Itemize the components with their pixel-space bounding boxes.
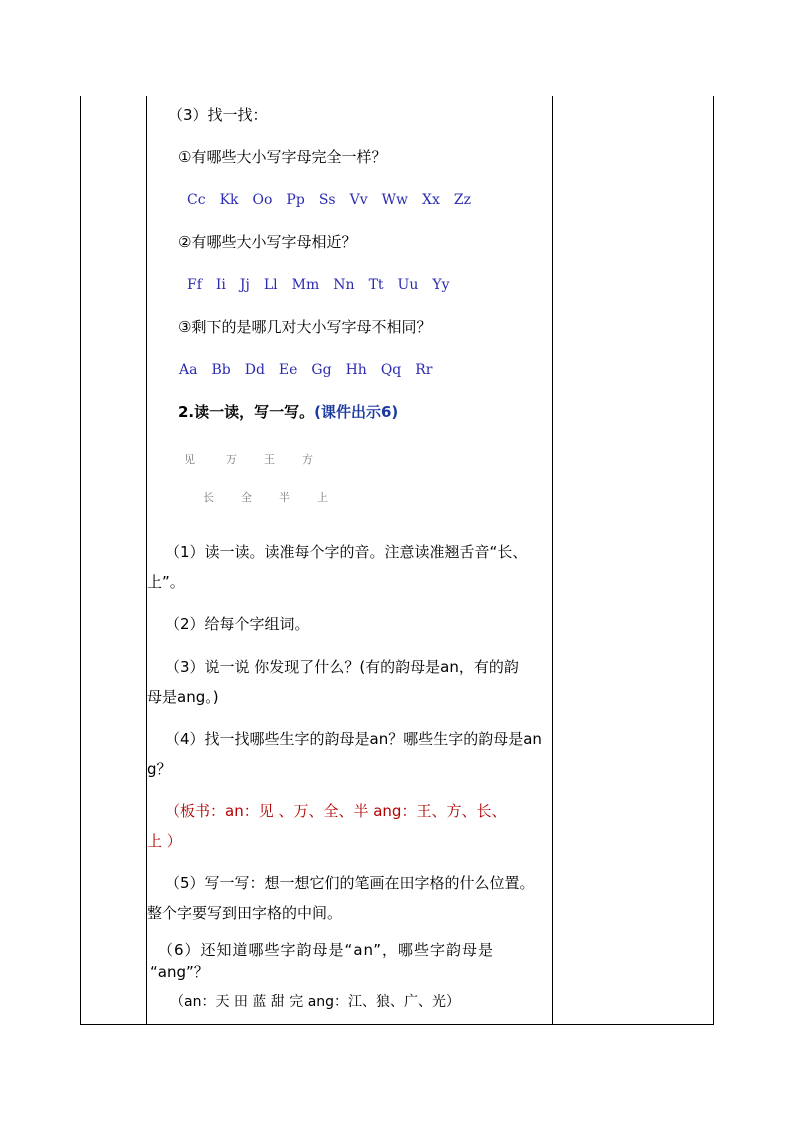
characters-row-2 xyxy=(203,489,328,505)
letter-pair: Oo xyxy=(252,192,273,208)
letter-pair: Ee xyxy=(278,362,298,378)
part2-heading-main: 2.读一读，写一写。 xyxy=(178,403,315,421)
character: 王 xyxy=(264,453,275,466)
step1-line2: 上”。 xyxy=(147,573,185,591)
characters-row-1 xyxy=(184,451,313,467)
letter-pair: Tt xyxy=(368,277,384,293)
character: 万 xyxy=(226,453,237,466)
letter-pair: Qq xyxy=(380,362,402,378)
character: 长 xyxy=(203,491,214,504)
step1-line1: （1）读一读。读准每个字的音。注意读准翘舌音“长、 xyxy=(165,543,528,561)
step5-line2: 整个字要写到田字格的中间。 xyxy=(147,904,343,922)
step2: （2）给每个字组词。 xyxy=(165,615,310,633)
letter-pair: Ll xyxy=(263,277,278,293)
letter-pair: Ss xyxy=(318,192,336,208)
letter-pair: Ww xyxy=(381,192,408,208)
letter-pair: Ff xyxy=(187,277,202,293)
letter-pair: Yy xyxy=(432,277,450,293)
letter-pair: Zz xyxy=(453,192,471,208)
letter-pair: Cc xyxy=(187,192,206,208)
character: 半 xyxy=(279,491,290,504)
table-left-border xyxy=(80,96,81,1025)
letter-pair: Uu xyxy=(397,277,419,293)
board-note-line1: （板书：an：见 、万、全、半 ang：王、方、长、 xyxy=(165,802,507,820)
letter-pair: Kk xyxy=(219,192,239,208)
letter-pair: Mm xyxy=(291,277,320,293)
board-note-line2: 上 ） xyxy=(147,832,182,850)
answer-2-letters xyxy=(187,277,464,293)
step3-line1: （3）说一说 你发现了什么？(有的韵母是an，有的韵 xyxy=(165,658,519,676)
part2-heading-note: (课件出示6) xyxy=(314,403,399,421)
step6-line2: “ang”？ xyxy=(150,963,209,981)
table-col-divider-1 xyxy=(146,96,147,1025)
letter-pair: Rr xyxy=(415,362,433,378)
letter-pair: Bb xyxy=(211,362,231,378)
question-3: ③剩下的是哪几对大小写字母不相同？ xyxy=(178,318,432,336)
letter-pair: Aa xyxy=(179,362,198,378)
step5-line1: （5）写一写：想一想它们的笔画在田字格的什么位置。 xyxy=(165,874,535,892)
letter-pair: Jj xyxy=(239,277,250,293)
character: 全 xyxy=(241,491,252,504)
step3-line2: 母是ang。) xyxy=(147,688,219,706)
letter-pair: Gg xyxy=(311,362,332,378)
table-right-border xyxy=(713,96,714,1025)
question-1: ①有哪些大小写字母完全一样？ xyxy=(178,148,387,166)
letter-pair: Dd xyxy=(244,362,265,378)
part2-heading xyxy=(178,403,398,421)
question-2: ②有哪些大小写字母相近？ xyxy=(178,233,357,251)
answer-3-letters xyxy=(179,362,447,378)
letter-pair: Nn xyxy=(333,277,355,293)
step4-line1: （4）找一找哪些生字的韵母是an？哪些生字的韵母是an xyxy=(165,730,542,748)
letter-pair: Xx xyxy=(422,192,440,208)
step6-answer: （an：天 田 蓝 甜 完 ang：江、狼、广、光） xyxy=(170,994,461,1010)
character: 见 xyxy=(184,453,195,466)
table-col-divider-2 xyxy=(552,96,553,1025)
step6-line1: （6）还知道哪些字韵母是“an”，哪些字韵母是 xyxy=(158,941,494,959)
character: 方 xyxy=(302,453,313,466)
table-bottom-border xyxy=(80,1024,714,1025)
letter-pair: Ii xyxy=(215,277,226,293)
letter-pair: Pp xyxy=(286,192,305,208)
answer-1-letters xyxy=(187,192,485,208)
letter-pair: Hh xyxy=(345,362,367,378)
step4-line2: g？ xyxy=(147,760,172,778)
letter-pair: Vv xyxy=(349,192,368,208)
character: 上 xyxy=(317,491,328,504)
section3-title: （3）找一找： xyxy=(168,106,268,124)
